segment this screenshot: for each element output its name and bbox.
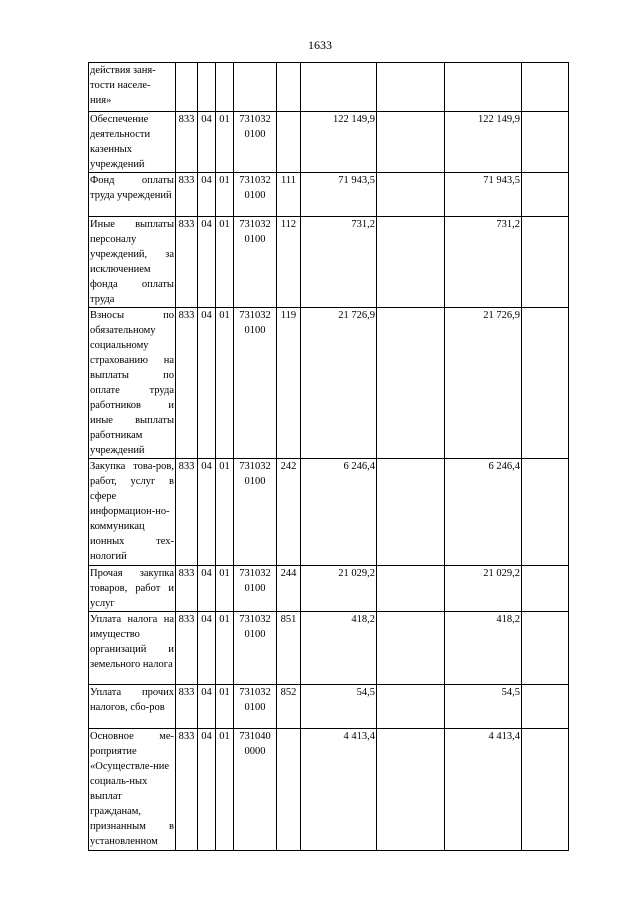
table-row [89, 566, 569, 612]
row-sum-cell: 731,2 [445, 217, 522, 308]
row-rz-cell: 04 [198, 729, 216, 851]
row-pr-cell: 01 [216, 217, 234, 308]
row-sum-cell [522, 566, 569, 612]
row-rz-cell: 04 [198, 459, 216, 566]
table-body [89, 63, 569, 851]
row-vr-cell [277, 112, 301, 173]
row-vr-cell: 112 [277, 217, 301, 308]
row-sum-cell [377, 459, 445, 566]
table-row [89, 729, 569, 851]
row-sum-cell: 122 149,9 [301, 112, 377, 173]
row-sum-cell [522, 173, 569, 217]
row-sum-cell [377, 217, 445, 308]
row-sum-cell: 4 413,4 [445, 729, 522, 851]
table-row [89, 173, 569, 217]
row-pr-cell: 01 [216, 173, 234, 217]
row-sum-cell: 4 413,4 [301, 729, 377, 851]
row-sum-cell: 21 029,2 [445, 566, 522, 612]
row-sum-cell [377, 612, 445, 685]
row-sum-cell [377, 685, 445, 729]
row-name-cell: действия заня- тости населе- ния» [89, 63, 176, 112]
row-csr-cell: 731032 0100 [234, 112, 277, 173]
row-pr-cell: 01 [216, 729, 234, 851]
row-sum-cell [377, 173, 445, 217]
row-name-cell: Фонд оплаты труда учреждений [89, 173, 176, 217]
row-sum-cell: 731,2 [301, 217, 377, 308]
row-rz-cell: 04 [198, 612, 216, 685]
row-sum-cell [301, 63, 377, 112]
row-sum-cell: 21 029,2 [301, 566, 377, 612]
row-rz-cell [198, 63, 216, 112]
row-name-cell: Уплата прочих налогов, сбо-ров [89, 685, 176, 729]
row-csr-cell: 731040 0000 [234, 729, 277, 851]
row-vr-cell: 851 [277, 612, 301, 685]
row-vr-cell: 852 [277, 685, 301, 729]
row-gr-cell: 833 [176, 173, 198, 217]
row-pr-cell: 01 [216, 612, 234, 685]
row-vr-cell [277, 729, 301, 851]
row-gr-cell [176, 63, 198, 112]
row-sum-cell [377, 729, 445, 851]
row-sum-cell: 54,5 [301, 685, 377, 729]
row-sum-cell: 21 726,9 [301, 308, 377, 459]
table-row [89, 459, 569, 566]
row-sum-cell [522, 308, 569, 459]
row-gr-cell: 833 [176, 308, 198, 459]
row-name-cell: Основное ме-роприятие «Осуществле-ние социаль-ных выплат гражданам, признанным в установленном [89, 729, 176, 851]
row-gr-cell: 833 [176, 459, 198, 566]
row-sum-cell: 122 149,9 [445, 112, 522, 173]
row-sum-cell [522, 217, 569, 308]
row-csr-cell: 731032 0100 [234, 459, 277, 566]
row-name-cell: Уплата налога на имущество организаций и земельного налога [89, 612, 176, 685]
row-sum-cell: 54,5 [445, 685, 522, 729]
page-number: 1633 [308, 38, 332, 52]
row-csr-cell: 731032 0100 [234, 566, 277, 612]
table-row [89, 685, 569, 729]
row-name-cell: Обеспечение деятельности казенных учреждений [89, 112, 176, 173]
row-csr-cell: 731032 0100 [234, 217, 277, 308]
row-sum-cell [522, 729, 569, 851]
row-sum-cell [522, 63, 569, 112]
table-row [89, 63, 569, 112]
row-pr-cell: 01 [216, 308, 234, 459]
row-rz-cell: 04 [198, 112, 216, 173]
row-rz-cell: 04 [198, 566, 216, 612]
row-pr-cell: 01 [216, 459, 234, 566]
row-sum-cell: 418,2 [301, 612, 377, 685]
table-row [89, 308, 569, 459]
row-pr-cell [216, 63, 234, 112]
row-vr-cell: 111 [277, 173, 301, 217]
row-sum-cell [522, 685, 569, 729]
row-csr-cell: 731032 0100 [234, 308, 277, 459]
row-csr-cell [234, 63, 277, 112]
row-gr-cell: 833 [176, 685, 198, 729]
row-sum-cell: 6 246,4 [301, 459, 377, 566]
row-name-cell: Прочая закупка товаров, работ и услуг [89, 566, 176, 612]
budget-table [88, 62, 569, 851]
row-pr-cell: 01 [216, 566, 234, 612]
row-csr-cell: 731032 0100 [234, 612, 277, 685]
row-sum-cell [377, 566, 445, 612]
row-rz-cell: 04 [198, 173, 216, 217]
row-sum-cell [377, 308, 445, 459]
row-sum-cell [522, 612, 569, 685]
row-sum-cell: 418,2 [445, 612, 522, 685]
table-row [89, 612, 569, 685]
row-vr-cell: 242 [277, 459, 301, 566]
row-csr-cell: 731032 0100 [234, 173, 277, 217]
row-gr-cell: 833 [176, 612, 198, 685]
row-rz-cell: 04 [198, 217, 216, 308]
row-rz-cell: 04 [198, 308, 216, 459]
row-sum-cell: 21 726,9 [445, 308, 522, 459]
row-sum-cell [377, 112, 445, 173]
row-gr-cell: 833 [176, 729, 198, 851]
row-gr-cell: 833 [176, 217, 198, 308]
row-csr-cell: 731032 0100 [234, 685, 277, 729]
table-row [89, 112, 569, 173]
row-gr-cell: 833 [176, 112, 198, 173]
row-rz-cell: 04 [198, 685, 216, 729]
row-sum-cell: 6 246,4 [445, 459, 522, 566]
row-sum-cell [377, 63, 445, 112]
row-sum-cell: 71 943,5 [301, 173, 377, 217]
row-vr-cell [277, 63, 301, 112]
row-name-cell: Иные выплаты персоналу учреждений, за исключением фонда оплаты труда [89, 217, 176, 308]
row-pr-cell: 01 [216, 685, 234, 729]
table-row [89, 217, 569, 308]
row-pr-cell: 01 [216, 112, 234, 173]
row-vr-cell: 244 [277, 566, 301, 612]
row-sum-cell [522, 459, 569, 566]
row-sum-cell: 71 943,5 [445, 173, 522, 217]
row-sum-cell [522, 112, 569, 173]
row-name-cell: Взносы по обязательному социальному страхованию на выплаты по оплате труда работников и иные выплаты работникам учреждений [89, 308, 176, 459]
row-gr-cell: 833 [176, 566, 198, 612]
row-name-cell: Закупка това-ров, работ, услуг в сфере информацион-но-коммуникац ионных тех-нологий [89, 459, 176, 566]
row-sum-cell [445, 63, 522, 112]
row-vr-cell: 119 [277, 308, 301, 459]
